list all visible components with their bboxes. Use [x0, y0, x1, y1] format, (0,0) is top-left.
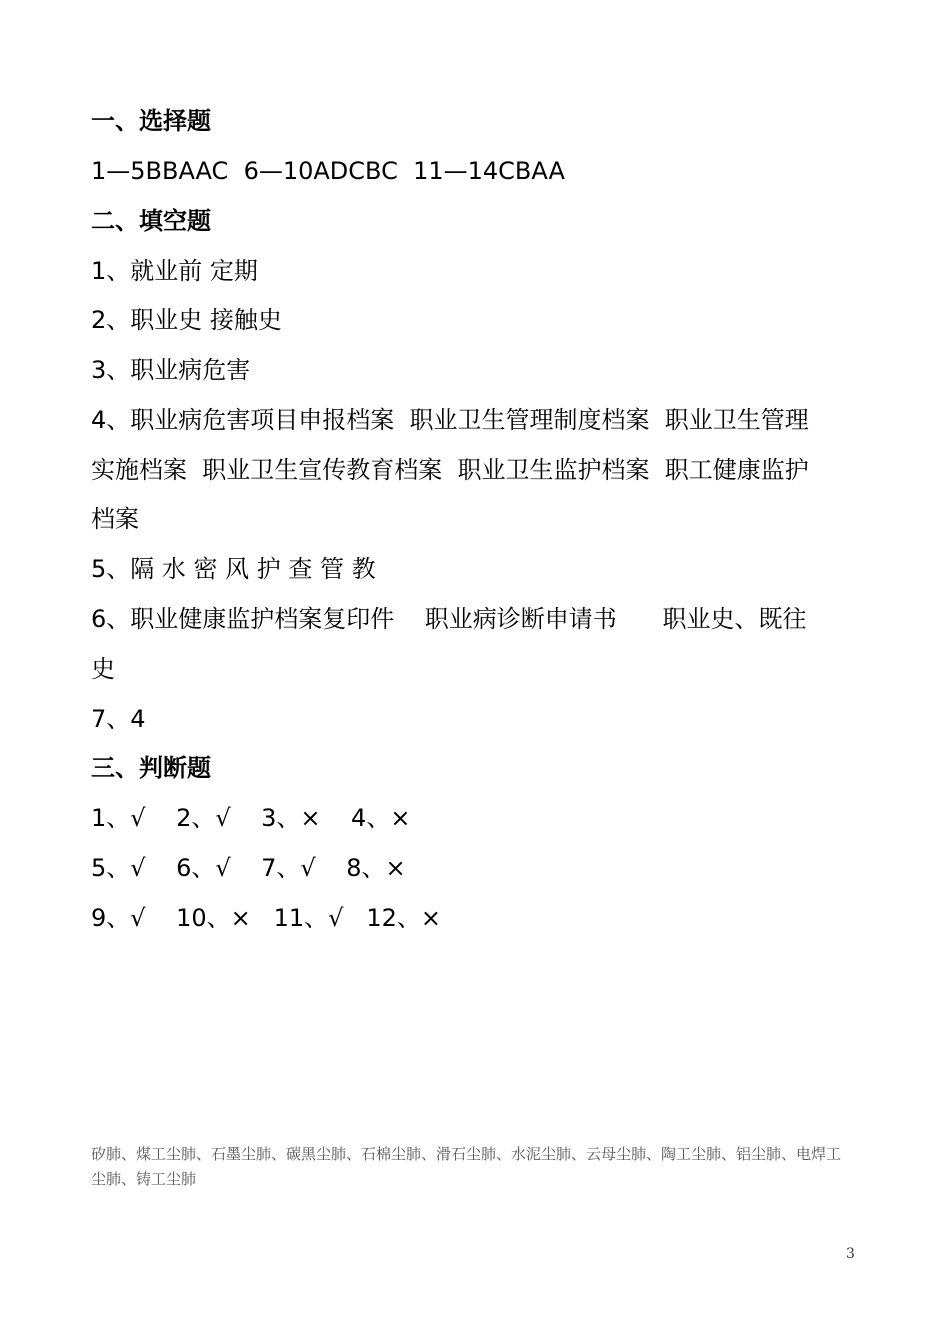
- fill-blank-item-6-line-2: 史: [91, 655, 115, 683]
- multiple-choice-answers: 1—5BBAAC 6—10ADCBC 11—14CBAA: [91, 157, 565, 185]
- fill-blank-item-6-line-1: 6、职业健康监护档案复印件 职业病诊断申请书 职业史、既往: [91, 605, 807, 633]
- fill-blank-item-4-line-1: 4、职业病危害项目申报档案 职业卫生管理制度档案 职业卫生管理: [91, 406, 809, 434]
- fill-blank-item-3: 3、职业病危害: [91, 356, 251, 384]
- true-false-row-3: 9、√ 10、× 11、√ 12、×: [91, 904, 441, 932]
- section-3-title: 三、判断题: [91, 754, 211, 782]
- footnote-line-2: 尘肺、铸工尘肺: [91, 1170, 197, 1188]
- true-false-row-2: 5、√ 6、√ 7、√ 8、×: [91, 854, 406, 882]
- fill-blank-item-1: 1、就业前 定期: [91, 257, 258, 285]
- footnote-line-1: 矽肺、煤工尘肺、石墨尘肺、碳黑尘肺、石棉尘肺、滑石尘肺、水泥尘肺、云母尘肺、陶工尘肺、铝尘肺、电焊工: [91, 1145, 842, 1163]
- fill-blank-item-7: 7、4: [91, 705, 146, 733]
- fill-blank-item-2: 2、职业史 接触史: [91, 306, 282, 334]
- section-1-title: 一、选择题: [91, 107, 211, 135]
- true-false-row-1: 1、√ 2、√ 3、× 4、×: [91, 804, 411, 832]
- fill-blank-item-5: 5、隔 水 密 风 护 查 管 教: [91, 555, 376, 583]
- footnote: [91, 1142, 866, 1192]
- fill-blank-item-4-line-2: 实施档案 职业卫生宣传教育档案 职业卫生监护档案 职工健康监护: [91, 456, 809, 484]
- fill-blank-item-4-line-3: 档案: [91, 505, 139, 533]
- section-2-title: 二、填空题: [91, 207, 211, 235]
- page-number: 3: [846, 1246, 855, 1262]
